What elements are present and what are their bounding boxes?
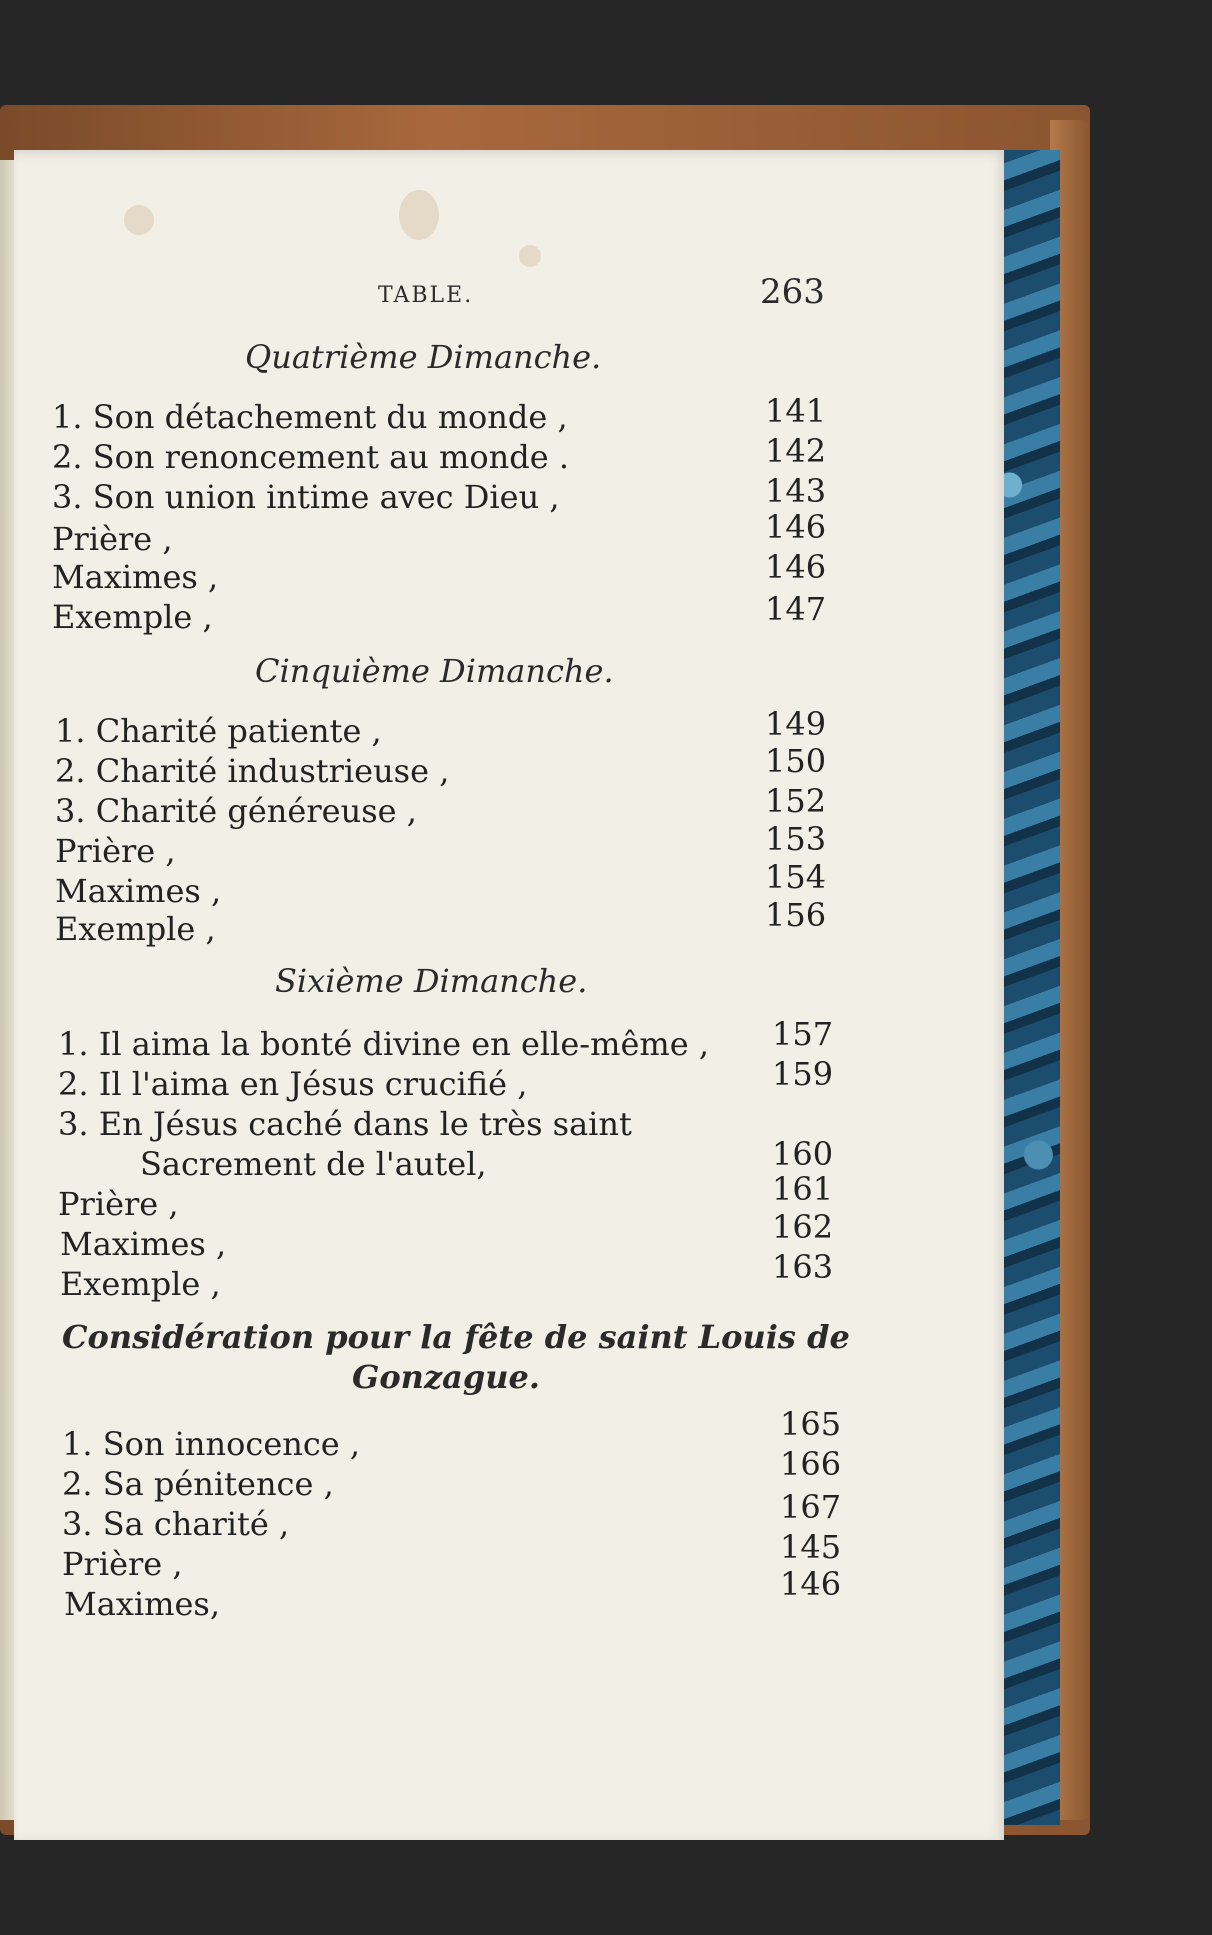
toc-page: 150 <box>765 742 827 780</box>
toc-entry: 3. Sa charité , <box>62 1505 290 1543</box>
toc-page: 146 <box>765 548 827 586</box>
toc-page: 154 <box>765 858 827 896</box>
toc-entry: 2. Charité industrieuse , <box>55 752 450 790</box>
toc-page: 162 <box>772 1208 834 1246</box>
toc-entry: Maximes , <box>55 872 222 910</box>
toc-page: 142 <box>765 432 827 470</box>
toc-page: 146 <box>765 508 827 546</box>
toc-page: 160 <box>772 1135 834 1173</box>
toc-entry: 3. Son union intime avec Dieu , <box>52 478 560 516</box>
toc-entry: 3. En Jésus caché dans le très saint <box>58 1105 632 1143</box>
running-head: TABLE. <box>378 283 474 308</box>
section-heading: Considération pour la fête de saint Louis de <box>62 1318 850 1356</box>
toc-entry: 1. Son détachement du monde , <box>52 398 568 436</box>
toc-entry: Sacrement de l'autel, <box>140 1145 487 1183</box>
toc-entry: 2. Son renoncement au monde . <box>52 438 570 476</box>
toc-page: 159 <box>772 1055 834 1093</box>
toc-entry: Prière , <box>52 520 173 558</box>
toc-page: 149 <box>765 705 827 743</box>
toc-entry: Exemple , <box>52 598 213 636</box>
section-heading: Cinquième Dimanche. <box>255 652 614 690</box>
toc-entry: Prière , <box>58 1185 179 1223</box>
section-heading-continued: Gonzague. <box>352 1358 540 1396</box>
toc-page: 153 <box>765 820 827 858</box>
toc-entry: Prière , <box>62 1545 183 1583</box>
toc-entry: 3. Charité généreuse , <box>55 792 417 830</box>
toc-page: 163 <box>772 1248 834 1286</box>
toc-page: 165 <box>780 1405 842 1443</box>
page-number: 263 <box>760 272 825 312</box>
toc-page: 141 <box>765 392 827 430</box>
toc-page: 161 <box>772 1170 834 1208</box>
page-stain <box>519 245 541 267</box>
toc-entry: Prière , <box>55 832 176 870</box>
toc-entry: 1. Il aima la bonté divine en elle-même , <box>58 1025 709 1063</box>
section-heading: Quatrième Dimanche. <box>245 338 602 376</box>
toc-page: 143 <box>765 472 827 510</box>
page-stain <box>399 190 439 240</box>
toc-page: 145 <box>780 1528 842 1566</box>
toc-page: 152 <box>765 782 827 820</box>
page-stain <box>124 205 154 235</box>
toc-page: 166 <box>780 1445 842 1483</box>
toc-entry: Exemple , <box>55 910 216 948</box>
toc-page: 156 <box>765 896 827 934</box>
toc-page: 167 <box>780 1488 842 1526</box>
toc-page: 146 <box>780 1565 842 1603</box>
section-heading: Sixième Dimanche. <box>275 962 588 1000</box>
toc-page: 157 <box>772 1015 834 1053</box>
toc-entry: Maximes, <box>64 1585 220 1623</box>
toc-entry: 2. Il l'aima en Jésus crucifié , <box>58 1065 528 1103</box>
toc-entry: 2. Sa pénitence , <box>62 1465 334 1503</box>
toc-entry: 1. Charité patiente , <box>55 712 382 750</box>
toc-entry: Maximes , <box>60 1225 227 1263</box>
toc-entry: Exemple , <box>60 1265 221 1303</box>
toc-page: 147 <box>765 590 827 628</box>
toc-entry: 1. Son innocence , <box>62 1425 361 1463</box>
toc-entry: Maximes , <box>52 558 219 596</box>
